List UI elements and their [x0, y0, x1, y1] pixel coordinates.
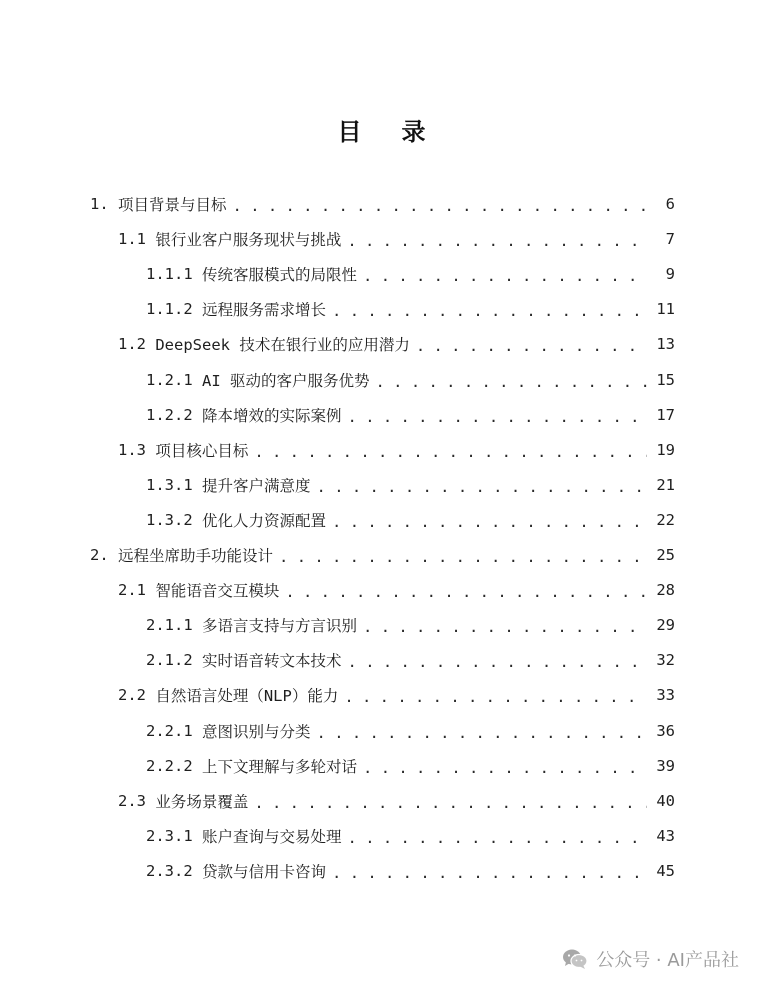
- toc-dot-leader: [344, 688, 647, 706]
- toc-dot-leader: [317, 478, 647, 496]
- toc-entry-number: 1.1: [118, 230, 146, 249]
- toc-entry[interactable]: [118, 330, 675, 358]
- toc-entry-number: 2.2.2: [146, 756, 193, 775]
- watermark-text: 公众号 · AI产品社: [596, 950, 739, 971]
- toc-entry-title: 上下文理解与多轮对话: [202, 757, 358, 776]
- toc-entry-page: 40: [656, 791, 675, 810]
- toc-entry-number: 1.1.1: [146, 265, 193, 284]
- toc-entry-number: 2.3.1: [146, 826, 193, 845]
- toc-dot-leader: [347, 232, 647, 250]
- toc-entry-number: 1.2.2: [146, 405, 193, 424]
- toc-dot-leader: [348, 408, 647, 426]
- toc-entry-title: 项目核心目标: [155, 441, 249, 460]
- toc-dot-leader: [285, 583, 647, 601]
- toc-entry[interactable]: [146, 401, 675, 429]
- toc-entry[interactable]: [118, 681, 675, 709]
- toc-entry-page: 29: [656, 616, 675, 635]
- toc-entry[interactable]: [146, 366, 675, 394]
- toc-entry-number: 2.1.1: [146, 616, 193, 635]
- toc-entry-page: 39: [656, 756, 675, 775]
- toc-entry-title: 智能语音交互模块: [155, 582, 280, 601]
- toc-entry-number: 2.: [90, 546, 109, 564]
- toc-entry-page: 17: [656, 405, 675, 424]
- toc-entry[interactable]: [146, 646, 675, 674]
- toc-entry-title: 项目背景与目标: [118, 196, 227, 214]
- toc-dot-leader: [348, 829, 647, 847]
- toc-entry-title: 优化人力资源配置: [202, 511, 327, 530]
- toc-entry-title: 提升客户满意度: [202, 476, 311, 495]
- toc-entry-title: 自然语言处理（NLP）能力: [155, 687, 339, 706]
- toc-entry-title: 传统客服模式的局限性: [202, 266, 358, 285]
- toc-entry-number: 2.2: [118, 686, 146, 705]
- toc-entry-number: 1.3.2: [146, 510, 193, 529]
- toc-entry-number: 1.1.2: [146, 300, 193, 319]
- toc-title-right: 录: [401, 118, 428, 146]
- watermark: [562, 946, 739, 972]
- toc-entry-title: AI 驱动的客户服务优势: [202, 371, 370, 390]
- toc-entry-page: 19: [656, 440, 675, 459]
- toc-entry-title: 多语言支持与方言识别: [202, 617, 358, 636]
- toc-entry-number: 2.1.2: [146, 651, 193, 670]
- toc-entry-number: 1.2.1: [146, 370, 193, 389]
- toc-dot-leader: [233, 197, 647, 215]
- toc-entry[interactable]: [118, 225, 675, 253]
- toc-entry[interactable]: [118, 787, 675, 815]
- toc-entry-page: 33: [656, 686, 675, 705]
- toc-entry[interactable]: [146, 471, 675, 499]
- toc-entry-page: 28: [656, 581, 675, 600]
- toc-dot-leader: [254, 443, 647, 461]
- toc-dot-leader: [416, 337, 647, 355]
- toc-entry-page: 15: [656, 370, 675, 389]
- toc-entry-page: 13: [656, 335, 675, 354]
- toc-entry-page: 43: [656, 826, 675, 845]
- toc-entry-number: 1.: [90, 195, 109, 213]
- toc-dot-leader: [254, 794, 647, 812]
- toc-entry-page: 32: [656, 651, 675, 670]
- toc-title-left: 目: [337, 118, 364, 146]
- toc-dot-leader: [376, 373, 647, 391]
- toc-entry-title: 贷款与信用卡咨询: [202, 862, 327, 881]
- toc-entry-title: 银行业客户服务现状与挑战: [155, 231, 342, 250]
- toc-entry-title: 账户查询与交易处理: [202, 827, 342, 846]
- toc-entry[interactable]: [146, 822, 675, 850]
- toc-dot-leader: [332, 513, 647, 531]
- toc-dot-leader: [332, 302, 647, 320]
- toc-dot-leader: [363, 267, 647, 285]
- toc-entry-title: 远程服务需求增长: [202, 301, 327, 320]
- toc-entry-number: 2.1: [118, 581, 146, 600]
- toc-entry-page: 21: [656, 475, 675, 494]
- toc-entry-title: 实时语音转文本技术: [202, 652, 342, 671]
- toc-entry-page: 25: [656, 546, 675, 564]
- toc-entry[interactable]: [146, 611, 675, 639]
- toc-entry[interactable]: [146, 260, 675, 288]
- toc-entry[interactable]: [146, 717, 675, 745]
- toc-entry-page: 22: [656, 510, 675, 529]
- toc-title: [0, 112, 765, 147]
- toc-entry[interactable]: [146, 506, 675, 534]
- toc-entry[interactable]: [118, 576, 675, 604]
- toc-entry-title: 降本增效的实际案例: [202, 406, 342, 425]
- toc-entry-page: 36: [656, 721, 675, 740]
- toc-entry-page: 45: [656, 861, 675, 880]
- toc-dot-leader: [363, 759, 647, 777]
- toc-entry-page: 9: [665, 265, 675, 284]
- toc-dot-leader: [279, 548, 647, 566]
- toc-entry-page: 7: [665, 230, 675, 249]
- toc-entry[interactable]: [146, 857, 675, 885]
- toc-entry-page: 6: [665, 195, 675, 213]
- toc-entry-page: 11: [656, 300, 675, 319]
- toc-entry-number: 1.3: [118, 440, 146, 459]
- toc-entry[interactable]: [90, 541, 675, 569]
- wechat-icon: [562, 948, 588, 970]
- toc-entry-number: 1.3.1: [146, 475, 193, 494]
- toc-entry-title: 远程坐席助手功能设计: [118, 547, 274, 565]
- toc-entry[interactable]: [90, 190, 675, 218]
- toc-dot-leader: [317, 724, 647, 742]
- toc-dot-leader: [363, 618, 647, 636]
- toc-entry-number: 2.3: [118, 791, 146, 810]
- toc-entry-title: 业务场景覆盖: [155, 792, 249, 811]
- toc-entry[interactable]: [146, 752, 675, 780]
- toc-entry-title: 意图识别与分类: [202, 722, 311, 741]
- toc-entry[interactable]: [146, 295, 675, 323]
- toc-entry-number: 2.2.1: [146, 721, 193, 740]
- toc-dot-leader: [348, 653, 647, 671]
- toc-entry[interactable]: [118, 436, 675, 464]
- toc-entry-title: DeepSeek 技术在银行业的应用潜力: [155, 336, 410, 355]
- toc-entry-number: 1.2: [118, 335, 146, 354]
- toc-dot-leader: [332, 864, 647, 882]
- toc-entry-number: 2.3.2: [146, 861, 193, 880]
